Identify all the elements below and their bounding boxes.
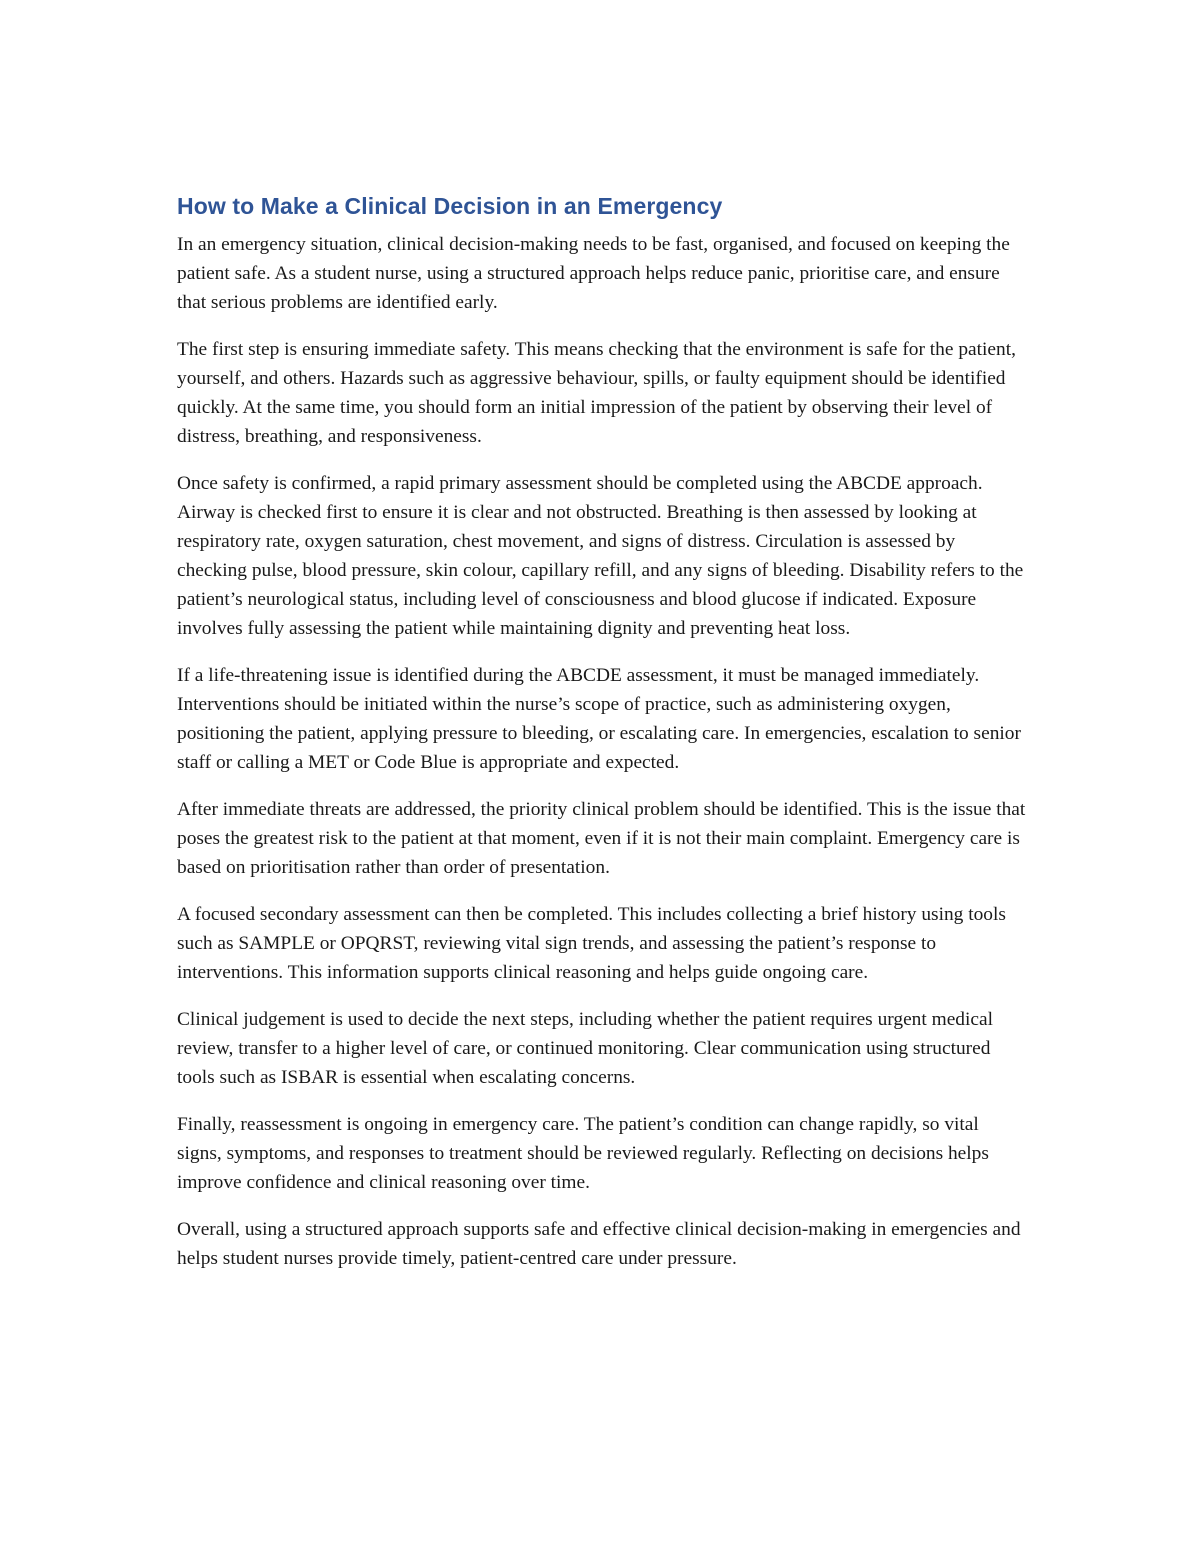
paragraph-conclusion: Overall, using a structured approach supports safe and effective clinical decision-making in emergencies and helps student nurses provide timely, patient-centred care under pressure. [177, 1219, 1021, 1269]
paragraph-immediate-safety: The first step is ensuring immediate safety. This means checking that the environment is safe for the patient, yourself, and others. Hazards such as aggressive behaviour, spills, or faulty equipment should be identified quickly. At the same time, you should form an initial impression of the patient by observing their level of distress, breathing, and responsiveness. [177, 339, 1016, 447]
paragraph-secondary-assessment: A focused secondary assessment can then be completed. This includes collecting a brief history using tools such as SAMPLE or OPQRST, reviewing vital sign trends, and assessing the patient’s response to interventions. This information supports clinical reasoning and helps guide ongoing care. [177, 904, 1006, 983]
paragraph-intro: In an emergency situation, clinical decision-making needs to be fast, organised, and focused on keeping the patient safe. As a student nurse, using a structured approach helps reduce panic, prioritise care, and ensure that serious problems are identified early. [177, 234, 1010, 313]
paragraph-clinical-judgement: Clinical judgement is used to decide the next steps, including whether the patient requires urgent medical review, transfer to a higher level of care, or continued monitoring. Clear communication using structured tools such as ISBAR is essential when escalating concerns. [177, 1009, 993, 1088]
document-body [177, 190, 1027, 1291]
document-title: How to Make a Clinical Decision in an Emergency [177, 193, 723, 219]
paragraph-reassessment: Finally, reassessment is ongoing in emergency care. The patient’s condition can change rapidly, so vital signs, symptoms, and responses to treatment should be reviewed regularly. Reflecting on decisions helps improve confidence and clinical reasoning over time. [177, 1114, 989, 1193]
paragraph-abcde-assessment: Once safety is confirmed, a rapid primary assessment should be completed using the ABCDE approach. Airway is checked first to ensure it is clear and not obstructed. Breathing is then assessed by looking at respiratory rate, oxygen saturation, chest movement, and signs of distress. Circulation is assessed by checking pulse, blood pressure, skin colour, capillary refill, and any signs of bleeding. Disability refers to the patient’s neurological status, including level of consciousness and blood glucose if indicated. Exposure involves fully assessing the patient while maintaining dignity and preventing heat loss. [177, 473, 1024, 639]
paragraph-priority-problem: After immediate threats are addressed, the priority clinical problem should be identified. This is the issue that poses the greatest risk to the patient at that moment, even if it is not their main complaint. Emergency care is based on prioritisation rather than order of presentation. [177, 799, 1026, 878]
paragraph-life-threatening: If a life-threatening issue is identified during the ABCDE assessment, it must be managed immediately. Interventions should be initiated within the nurse’s scope of practice, such as administering oxygen, positioning the patient, applying pressure to bleeding, or escalating care. In emergencies, escalation to senior staff or calling a MET or Code Blue is appropriate and expected. [177, 665, 1021, 773]
